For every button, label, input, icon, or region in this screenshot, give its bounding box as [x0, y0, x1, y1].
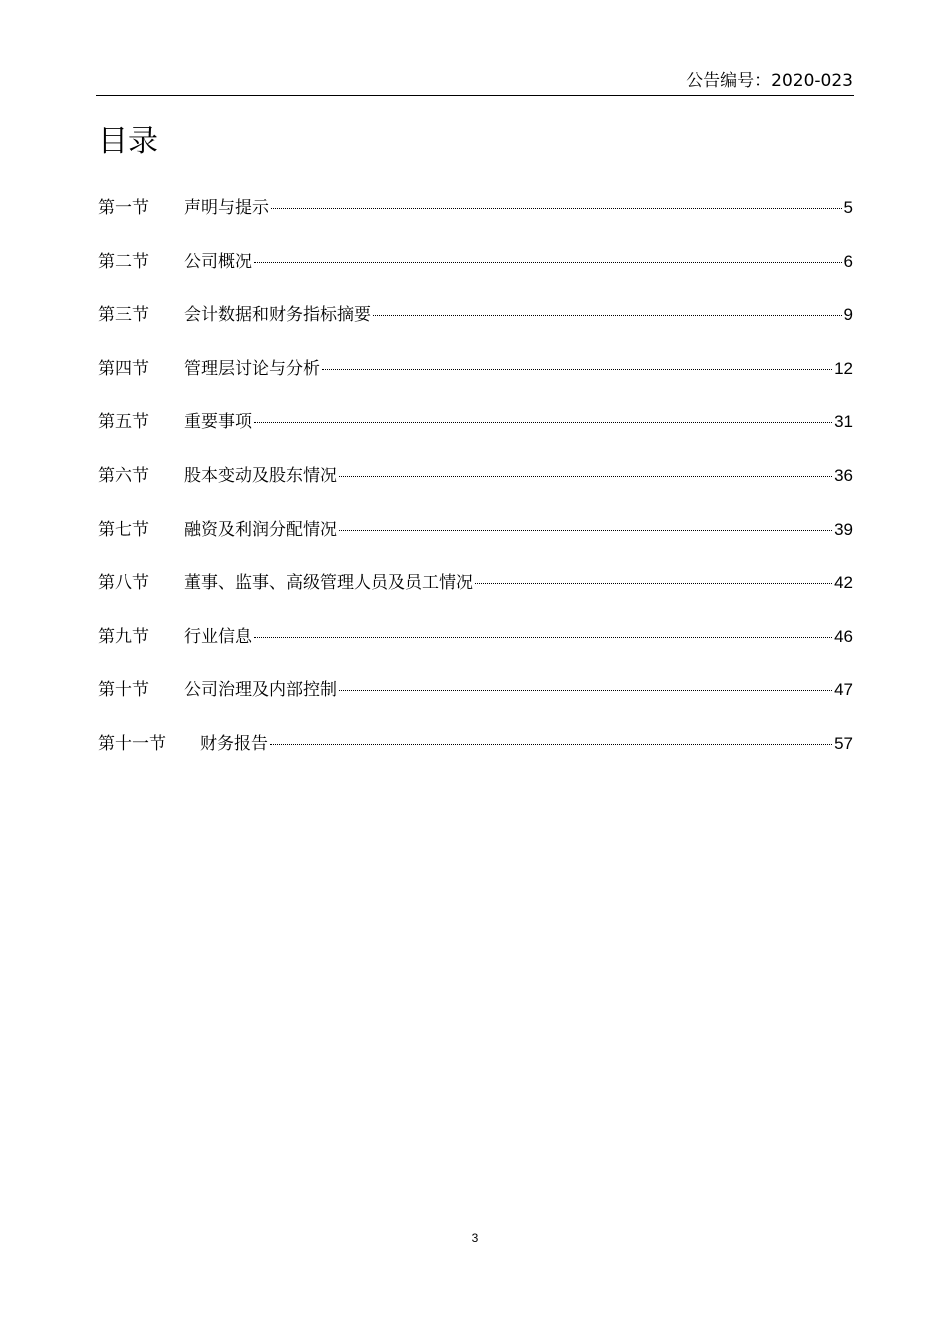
toc-entry[interactable] [98, 303, 853, 357]
toc-page-number: 42 [834, 573, 853, 593]
toc-page-number: 39 [834, 519, 853, 539]
toc-dot-leader [339, 530, 832, 531]
toc-section-name: 公司概况 [184, 251, 252, 272]
toc-page-number: 57 [834, 733, 853, 753]
toc-entry[interactable] [98, 357, 853, 411]
toc-list [98, 196, 853, 786]
toc-section-name: 会计数据和财务指标摘要 [184, 305, 371, 326]
toc-page-number: 36 [834, 465, 853, 485]
toc-section-name: 公司治理及内部控制 [184, 680, 337, 701]
toc-dot-leader [339, 690, 832, 691]
toc-section-number: 第三节 [98, 305, 149, 326]
toc-page-number: 5 [843, 198, 853, 217]
toc-entry[interactable] [98, 571, 853, 625]
toc-section-number: 第四节 [98, 358, 149, 379]
toc-dot-leader [270, 744, 832, 745]
toc-entry[interactable] [98, 678, 853, 732]
toc-entry[interactable] [98, 464, 853, 518]
toc-entry[interactable] [98, 410, 853, 464]
toc-page-number: 12 [834, 358, 853, 378]
toc-section-name: 融资及利润分配情况 [184, 519, 337, 540]
toc-section-number: 第九节 [98, 626, 149, 647]
toc-entry[interactable] [98, 250, 853, 304]
toc-section-number: 第七节 [98, 519, 149, 540]
toc-title: 目录 [98, 124, 158, 159]
toc-section-name: 行业信息 [184, 626, 252, 647]
toc-dot-leader [254, 422, 832, 423]
toc-entry[interactable] [98, 732, 853, 786]
toc-entry[interactable] [98, 196, 853, 250]
toc-page-number: 9 [843, 305, 853, 325]
toc-page-number: 47 [834, 680, 853, 700]
toc-page-number: 46 [834, 626, 853, 646]
toc-entry[interactable] [98, 518, 853, 572]
toc-dot-leader [322, 369, 832, 370]
toc-section-name: 重要事项 [184, 412, 252, 433]
toc-section-number: 第十节 [98, 680, 149, 701]
toc-section-number: 第六节 [98, 465, 149, 486]
toc-page-number: 31 [834, 412, 853, 432]
header-rule [96, 95, 854, 96]
announcement-number: 公告编号：2020-023 [686, 71, 853, 91]
toc-dot-leader [271, 208, 842, 209]
toc-section-number: 第一节 [98, 198, 149, 218]
page-number: 3 [471, 1231, 479, 1245]
toc-dot-leader [254, 262, 842, 263]
toc-section-number: 第二节 [98, 251, 149, 272]
toc-section-number: 第五节 [98, 412, 149, 433]
toc-dot-leader [254, 637, 832, 638]
toc-section-name: 股本变动及股东情况 [184, 465, 337, 486]
toc-dot-leader [339, 476, 832, 477]
toc-section-name: 财务报告 [200, 733, 268, 754]
toc-section-name: 声明与提示 [184, 198, 269, 218]
toc-dot-leader [475, 583, 832, 584]
toc-page-number: 6 [843, 251, 853, 271]
toc-entry[interactable] [98, 625, 853, 679]
toc-section-number: 第十一节 [98, 733, 166, 754]
toc-section-name: 董事、监事、高级管理人员及员工情况 [184, 573, 473, 594]
toc-section-name: 管理层讨论与分析 [184, 358, 320, 379]
toc-section-number: 第八节 [98, 573, 149, 594]
toc-dot-leader [373, 315, 842, 316]
